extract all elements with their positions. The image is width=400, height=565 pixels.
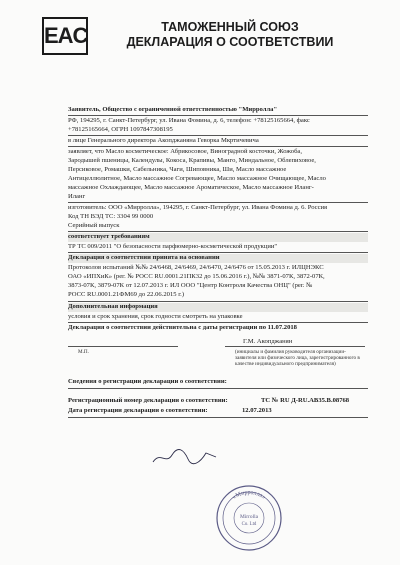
document-header bbox=[100, 20, 360, 50]
registration-number: ТС № RU Д-RU.АВ35.В.08768 bbox=[261, 397, 350, 404]
basis-line-1: Протоколов испытаний №№ 24/6468, 24/6469, 24/6470, 24/6476 от 15.05.2013 г. ИЛЦНЭКС bbox=[68, 264, 324, 271]
validity-text: Декларация о соответствии действительна с даты регистрации по 11.07.2018 bbox=[68, 324, 297, 331]
applicant-line-3: +78125165664, ОГРН 1097847308195 bbox=[68, 126, 173, 133]
product-line-5: массажное Охлаждающее, Масло массажное Ароматическое, Масло массажное Иланг- bbox=[68, 184, 314, 191]
stamp-place-caption: М.П. bbox=[78, 349, 89, 355]
requirements-text: ТР ТС 009/2011 "О безопасности парфюмерно-косметической продукции" bbox=[68, 243, 278, 250]
registration-heading: Сведения о регистрации декларации о соответствии: bbox=[68, 378, 227, 385]
basis-line-2: ОАО «ИПХиК» (рег. № РОСС RU.0001.21ПК32 до 15.06.2016 г.), №№ 3871-07К, 3872-07К, bbox=[68, 273, 325, 280]
applicant-line-1: Заявитель, Общество с ограниченной ответственностью "Мирролла" bbox=[68, 106, 278, 113]
registration-number-label: Регистрационный номер декларации о соответствии: bbox=[68, 397, 228, 404]
stamp-outer-text: «Мирролла» bbox=[231, 489, 267, 501]
registration-date-label: Дата регистрации декларации о соответствии: bbox=[68, 407, 208, 414]
stamp-inner-bottom: Co. Ltd bbox=[241, 522, 257, 527]
product-line-6: Иланг bbox=[68, 193, 86, 200]
rule bbox=[68, 146, 368, 147]
rule bbox=[68, 417, 368, 418]
svg-text:«Мирролла» bbox=[232, 490, 267, 501]
signatory-caption-1: (инициалы и фамилия руководителя организации- bbox=[235, 349, 346, 355]
rule bbox=[68, 252, 368, 253]
additional-text: условия и срок хранения, срок годности смотреть на упаковке bbox=[68, 313, 243, 320]
applicant-line-2: РФ, 194295, г. Санкт-Петербург, ул. Ивана Фомина, д. 6, телефон: +78125165664, факс bbox=[68, 117, 310, 124]
manufacturer-line: изготовитель: ООО «Мирролла», 194295, г. Санкт-Петербург, ул. Ивана Фомина д. 6. Россия bbox=[68, 204, 328, 211]
header-title-union: ТАМОЖЕННЫЙ СОЮЗ bbox=[161, 20, 299, 34]
signature-rule bbox=[68, 346, 178, 347]
product-line-2: Зародышей пшеницы, Календулы, Кокоса, Крапивы, Манго, Миндальное, Облепиховое, bbox=[68, 157, 316, 164]
basis-line-4: РОСС RU.0001.21ФМ69 до 22.06.2015 г.) bbox=[68, 291, 185, 298]
rule bbox=[68, 202, 368, 203]
requirements-heading: соответствует требованиям bbox=[68, 233, 368, 242]
customs-code: Код ТН ВЭД ТС: 3304 99 0000 bbox=[68, 213, 154, 220]
production-type: Серийный выпуск bbox=[68, 222, 120, 229]
product-line-1: заявляет, что Масло косметическое: Абрикосовое, Виноградной косточки, Жожоба, bbox=[68, 148, 302, 155]
signatory-name: Г.М. Акопджанян bbox=[243, 338, 293, 345]
rule bbox=[68, 388, 368, 389]
rule bbox=[68, 115, 368, 116]
eac-logo: EAC bbox=[42, 17, 88, 55]
applicant-line-4: в лице Генерального директора Акопджаняна Геворка Мкртичевича bbox=[68, 137, 259, 144]
rule bbox=[68, 301, 368, 302]
company-stamp bbox=[215, 484, 283, 552]
basis-heading: Декларация о соответствии принята на основании bbox=[68, 254, 368, 263]
rule bbox=[68, 135, 368, 136]
rule bbox=[68, 322, 368, 323]
name-rule bbox=[225, 346, 365, 347]
registration-date: 12.07.2013 bbox=[242, 407, 272, 414]
stamp-inner-top: Mirrolla bbox=[240, 514, 258, 520]
product-line-3: Персиковое, Ромашки, Сабельника, Чаги, Шиповника, Ши, Масло массажное bbox=[68, 166, 287, 173]
rule bbox=[68, 231, 368, 232]
signatory-caption-2: заявителя или физического лица, зарегистрированного в bbox=[235, 355, 360, 361]
signatory-caption-3: качестве индивидуального предпринимателя) bbox=[235, 361, 336, 367]
signature-scribble bbox=[150, 447, 220, 467]
header-title-declaration: ДЕКЛАРАЦИЯ О СООТВЕТСТВИИ bbox=[126, 35, 334, 49]
basis-line-3: 3873-07К, 3879-07К от 12.07.2013 г. ИЛ ООО "Центр Контроля Качества ОНЦ" (рег. № bbox=[68, 282, 313, 289]
additional-heading: Дополнительная информация bbox=[68, 303, 368, 312]
product-line-4: Антицеллюлитное, Масло массажное Согревающее, Масло массажное Очищающее, Масло bbox=[68, 175, 326, 182]
